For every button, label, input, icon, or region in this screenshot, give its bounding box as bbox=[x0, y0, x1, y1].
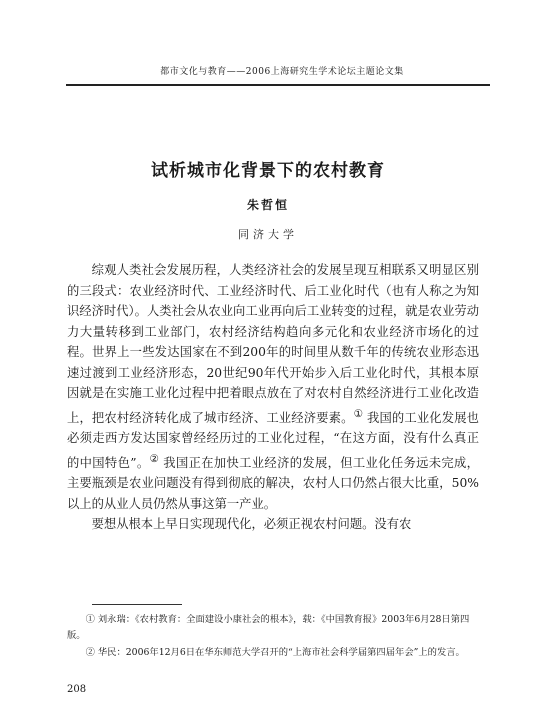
body-paragraph bbox=[67, 260, 479, 514]
paragraph-text: 我国正在加快工业经济的发展，但工业化任务远未完成，主要瓶颈是农业问题没有得到彻底的解决，农村人口仍然占很大比重，50%以上的从业人员仍然从事这第一产业。 bbox=[67, 455, 479, 511]
paragraph-text: 综观人类社会发展历程，人类经济社会的发展呈现互相联系又明显区别的三段式：农业经济时代、工业经济时代、后工业化时代（也有人称之为知识经济时代）。人类社会从农业向工业再向后工业转变的过程，就是农业劳动力大量转移到工业部门，农村经济结构趋向多元化和农业经济市场化的过程。世界上一些发达国家在不到200年的时间里从数千年的传统农业形态迅速过渡到工业经济形态，20世纪90年代开始步入后工业化时代，其根本原因就是在实施工业化过程中把着眼点放在了对农村自然经济进行工业化改造上，把农村经济转化成了城市经济、工业经济要素。 bbox=[67, 263, 479, 425]
footnote-ref: ② bbox=[149, 452, 160, 465]
footnote: ② 华民：2006年12月6日在华东师范大学召开的“上海市社会科学届第四届年会”上的发言。 bbox=[85, 647, 465, 658]
paragraph-text: 我国的工业化发展也必须走西方发达国家曾经经历过的工业化过程，“在这方面，没有什么真正的中国特色”。 bbox=[67, 410, 479, 470]
author-affiliation: 同济大学 bbox=[238, 228, 298, 241]
article-body bbox=[67, 260, 479, 535]
footnote-rule bbox=[92, 604, 182, 605]
running-header: 都市文化与教育——2006上海研究生学术论坛主题论文集 bbox=[160, 67, 404, 77]
page-number: 208 bbox=[67, 684, 87, 695]
article-title: 试析城市化背景下的农村教育 bbox=[151, 161, 385, 181]
footnote-ref: ① bbox=[353, 407, 363, 420]
footnote: ① 刘永瑞：《农村教育：全面建设小康社会的根本》，载：《中国教育报》2003年6月28日第四版。 bbox=[67, 614, 470, 641]
author-name: 朱哲恒 bbox=[246, 198, 289, 212]
header-rule bbox=[66, 84, 490, 86]
body-paragraph: 要想从根本上早日实现现代化，必须正视农村问题。没有农 bbox=[91, 517, 412, 532]
footnotes bbox=[67, 612, 479, 663]
